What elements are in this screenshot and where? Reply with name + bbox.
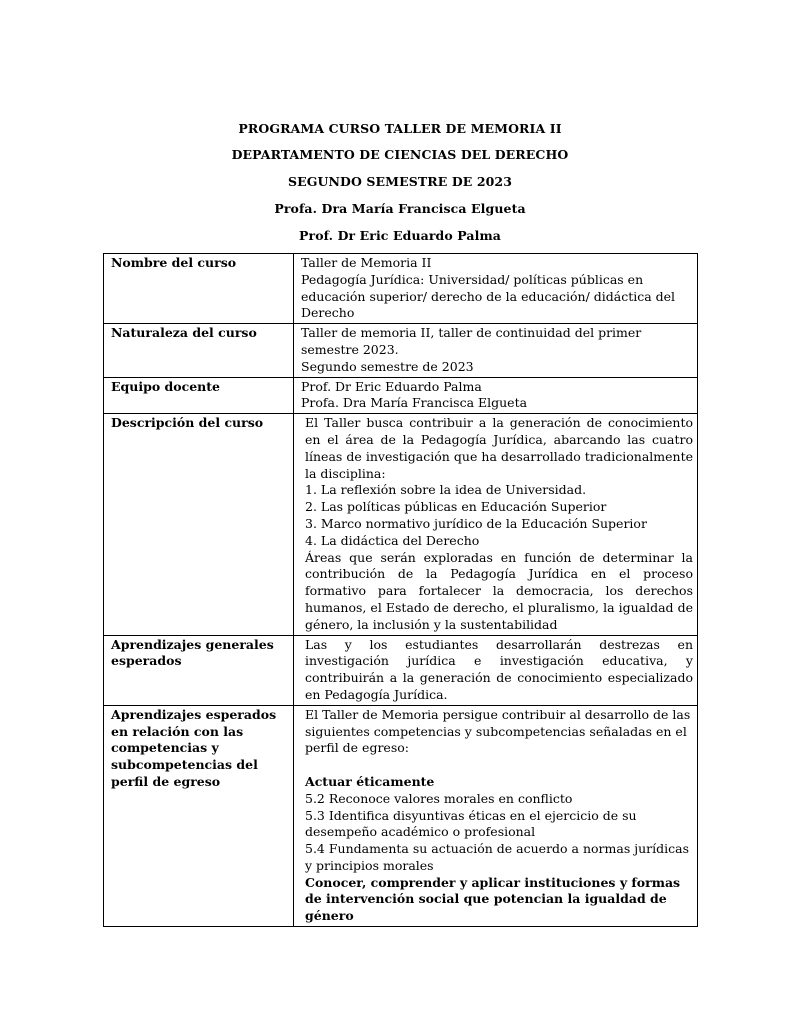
aprendizajes-perfil-intro: El Taller de Memoria persigue contribuir al desarrollo de las siguientes competencias y subcompetencias señaladas en el perfil de egreso: <box>305 706 691 756</box>
department-heading: DEPARTAMENTO DE CIENCIAS DEL DERECHO <box>231 147 569 162</box>
table-row-aprendizajes-generales <box>104 635 698 705</box>
descripcion-item-2: 2. Las políticas públicas en Educación Superior <box>305 499 607 515</box>
aprendizajes-generales-text: Las y los estudiantes desarrollarán destrezas en investigación jurídica e investigación educativa, y contribuirán a la generación de conocimiento especializado en Pedagogía Jurídica. <box>305 636 693 702</box>
course-program-table <box>103 253 698 927</box>
aprendizajes-perfil-label-cell <box>104 705 294 926</box>
professor-heading-1: Profa. Dra María Francisca Elgueta <box>274 201 526 216</box>
equipo-label: Equipo docente <box>111 378 220 394</box>
equipo-line-1: Prof. Dr Eric Eduardo Palma <box>301 378 482 394</box>
descripcion-label-cell <box>104 414 294 635</box>
naturaleza-line-1: Taller de memoria II, taller de continuidad del primer semestre 2023. <box>301 325 642 357</box>
table-row-naturaleza <box>104 324 698 377</box>
competencia-igualdad-genero: Conocer, comprender y aplicar instituciones y formas de intervención social que potencian la igualdad de género <box>305 874 681 924</box>
nombre-line-1: Taller de Memoria II <box>301 255 432 270</box>
descripcion-closing: Áreas que serán exploradas en función de determinar la contribución de la Pedagogía Jurídica en el proceso formativo para fortalecer la democracia, los derechos humanos, el Estado de derecho, el pluralismo, la igualdad de género, la inclusión y la sustentabilidad <box>305 549 693 632</box>
subcompetencia-5-3: 5.3 Identifica disyuntivas éticas en el ejercicio de su desempeño académico o profesional <box>305 807 637 840</box>
aprendizajes-perfil-label: Aprendizajes esperados en relación con las competencias y subcompetencias del perfil de egreso <box>111 706 277 789</box>
nombre-label: Nombre del curso <box>111 255 237 270</box>
descripcion-item-3: 3. Marco normativo jurídico de la Educación Superior <box>305 515 647 531</box>
nombre-value-cell <box>294 254 698 324</box>
program-title: PROGRAMA CURSO TALLER DE MEMORIA II <box>238 121 562 136</box>
table-row-descripcion <box>104 414 698 635</box>
naturaleza-label: Naturaleza del curso <box>111 325 257 341</box>
semester-heading: SEGUNDO SEMESTRE DE 2023 <box>287 174 513 189</box>
nombre-line-2: Pedagogía Jurídica: Universidad/ políticas públicas en educación superior/ derecho de la educación/ didáctica del Derecho <box>301 271 676 321</box>
descripcion-intro: El Taller busca contribuir a la generación de conocimiento en el área de la Pedagogía Jurídica, abarcando las cuatro líneas de investigación que ha desarrollado tradicionalmente la disciplina: <box>305 415 693 481</box>
table-row-nombre <box>104 254 698 324</box>
descripcion-value-cell <box>294 414 698 635</box>
subcompetencia-5-4: 5.4 Fundamenta su actuación de acuerdo a normas jurídicas y principios morales <box>305 841 689 873</box>
aprendizajes-generales-label-cell <box>104 635 294 705</box>
table-row-aprendizajes-perfil <box>104 705 698 926</box>
naturaleza-line-2: Segundo semestre de 2023 <box>301 358 474 374</box>
equipo-label-cell <box>104 377 294 414</box>
competencia-actuar-eticamente: Actuar éticamente <box>305 773 435 789</box>
naturaleza-value-cell <box>294 324 698 377</box>
professor-heading-2: Prof. Dr Eric Eduardo Palma <box>299 228 501 243</box>
subcompetencia-5-2: 5.2 Reconoce valores morales en conflicto <box>305 790 573 806</box>
equipo-line-2: Profa. Dra María Francisca Elgueta <box>301 395 528 411</box>
descripcion-label: Descripción del curso <box>111 415 264 431</box>
naturaleza-label-cell <box>104 324 294 377</box>
spacer <box>305 757 693 774</box>
table-row-equipo <box>104 377 698 414</box>
aprendizajes-generales-label: Aprendizajes generales esperados <box>111 636 274 669</box>
descripcion-item-1: 1. La reflexión sobre la idea de Universidad. <box>305 482 587 498</box>
aprendizajes-generales-value-cell <box>294 635 698 705</box>
nombre-label-cell <box>104 254 294 324</box>
equipo-value-cell <box>294 377 698 414</box>
descripcion-item-4: 4. La didáctica del Derecho <box>305 532 480 548</box>
aprendizajes-perfil-value-cell <box>294 705 698 926</box>
